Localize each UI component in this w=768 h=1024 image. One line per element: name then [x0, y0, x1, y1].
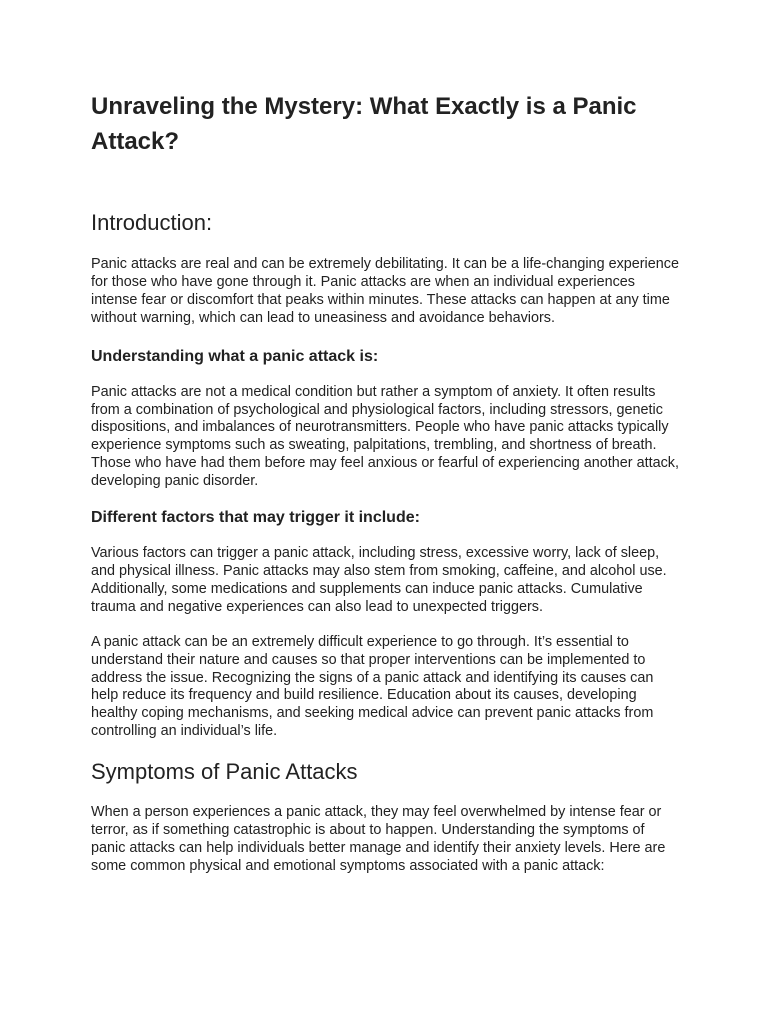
- symptoms-heading: Symptoms of Panic Attacks: [91, 759, 358, 785]
- document-body: [91, 89, 681, 876]
- document-title: Unraveling the Mystery: What Exactly is a Panic Attack?: [91, 93, 637, 155]
- understanding-paragraph: Panic attacks are not a medical condition but rather a symptom of anxiety. It often results from a combination of psychological and physiological factors, including stressors, genetic dispositions, and imbalances of neurotransmitters. People who have panic attacks typically experience symptoms such as sweating, palpitations, trembling, and shortness of breath. Those who have had them before may feel anxious or fearful of experiencing another attack, developing panic disorder.: [91, 383, 679, 490]
- factors-heading: Different factors that may trigger it include:: [91, 509, 420, 527]
- factors-paragraph: Various factors can trigger a panic attack, including stress, excessive worry, lack of sleep, and physical illness. Panic attacks may also stem from smoking, caffeine, and alcohol use. Additionally, some medications and supplements can induce panic attacks. Cumulative trauma and negative experiences can also lead to unexpected triggers.: [91, 545, 667, 615]
- understanding-heading: Understanding what a panic attack is:: [91, 347, 379, 365]
- symptoms-paragraph: When a person experiences a panic attack, they may feel overwhelmed by intense fear or terror, as if something catastrophic is about to happen. Understanding the symptoms of panic attacks can help individuals better manage and identify their anxiety levels. Here are some common physical and emotional symptoms associated with a panic attack:: [91, 804, 666, 874]
- closing-paragraph: A panic attack can be an extremely difficult experience to go through. It’s essential to understand their nature and causes so that proper interventions can be implemented to address the issue. Recognizing the signs of a panic attack and identifying its causes can help reduce its frequency and build resilience. Education about its causes, developing healthy coping mechanisms, and seeking medical advice can prevent panic attacks from controlling an individual’s life.: [91, 633, 654, 740]
- introduction-paragraph: Panic attacks are real and can be extremely debilitating. It can be a life-changing experience for those who have gone through it. Panic attacks are when an individual experiences intense fear or discomfort that peaks within minutes. These attacks can happen at any time without warning, which can lead to uneasiness and avoidance behaviors.: [91, 256, 679, 326]
- introduction-heading: Introduction:: [91, 210, 213, 235]
